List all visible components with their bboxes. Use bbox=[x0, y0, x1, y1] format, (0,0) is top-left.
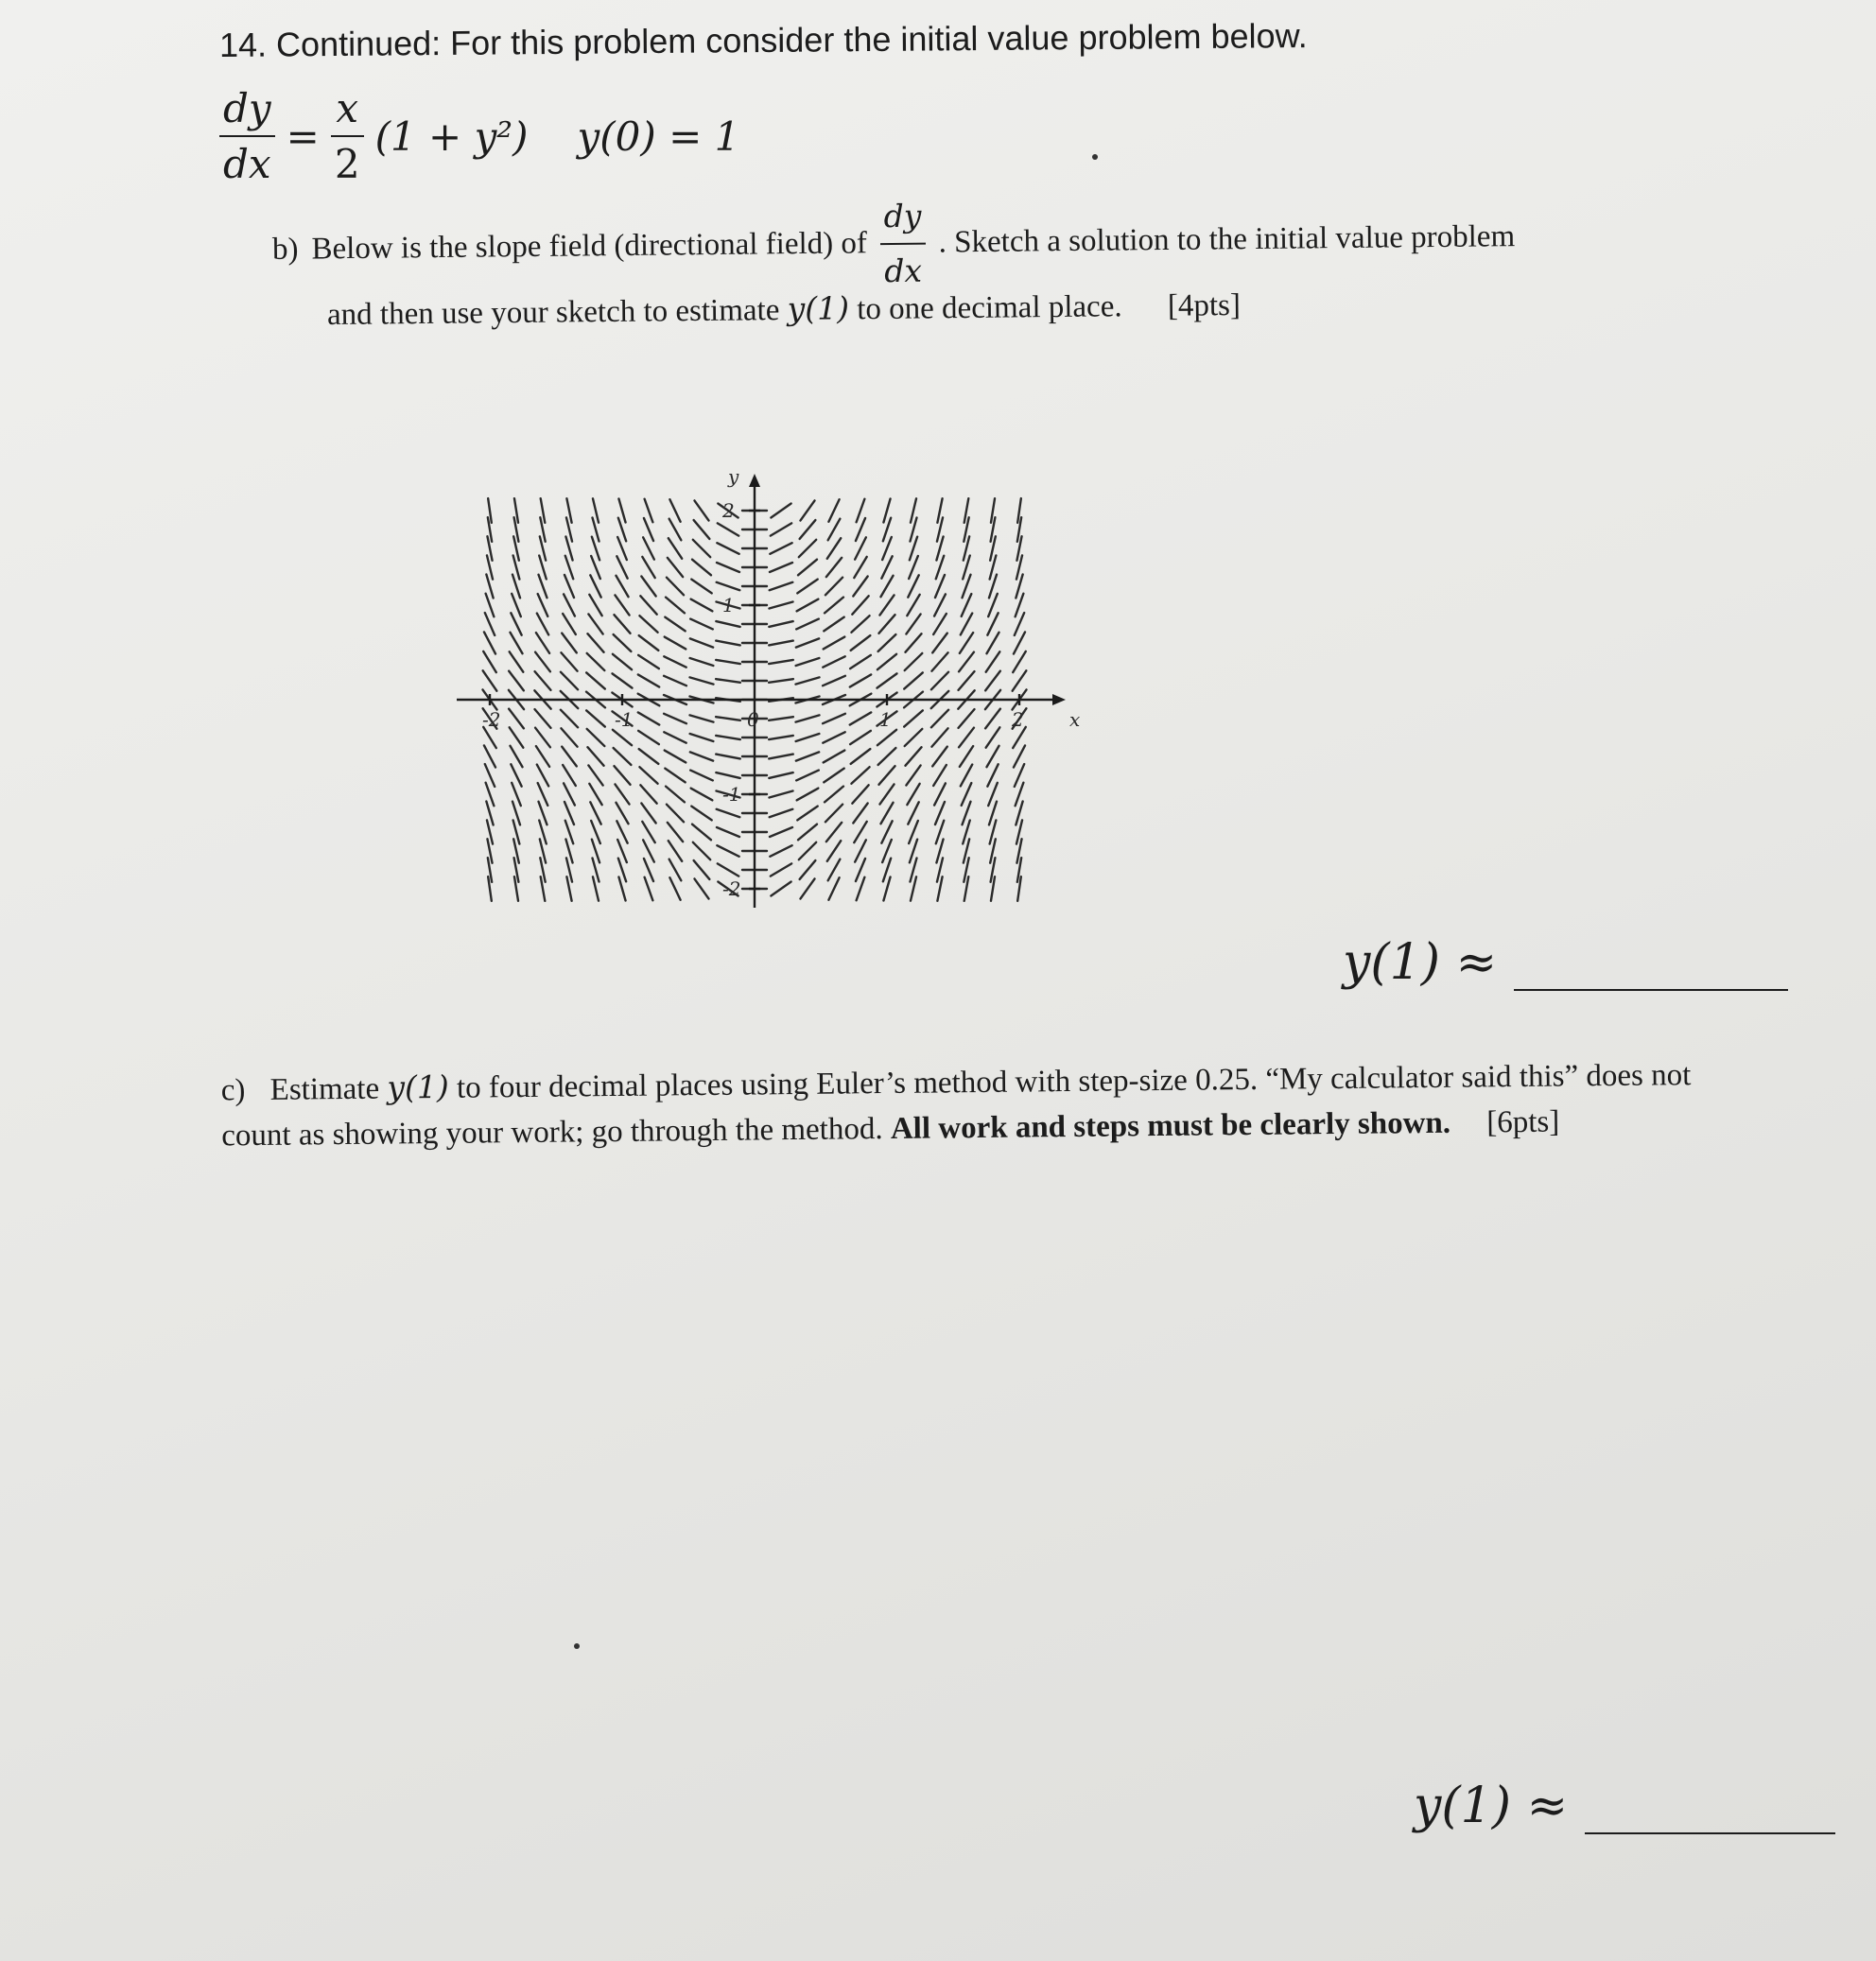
derivative-fraction bbox=[219, 85, 275, 187]
slope-segment bbox=[690, 638, 713, 647]
slope-segment bbox=[639, 749, 659, 764]
slope-segment bbox=[883, 877, 890, 901]
slope-segment bbox=[690, 715, 714, 721]
slope-segment bbox=[718, 523, 738, 535]
slope-segment bbox=[716, 621, 739, 627]
slope-segment bbox=[878, 615, 895, 633]
slope-segment bbox=[690, 658, 714, 666]
slope-segment bbox=[796, 638, 819, 647]
slope-segment bbox=[800, 878, 814, 898]
slope-segment bbox=[931, 728, 947, 747]
slope-segment bbox=[614, 634, 632, 651]
slope-segment bbox=[693, 842, 710, 859]
slope-segment bbox=[827, 841, 841, 861]
slope-segment bbox=[825, 787, 843, 803]
y-tick-label: 2 bbox=[722, 499, 735, 522]
slope-segment bbox=[614, 615, 630, 633]
slope-segment bbox=[717, 809, 740, 817]
slope-segment bbox=[717, 582, 740, 590]
slope-segment bbox=[639, 635, 659, 651]
slope-segment bbox=[666, 598, 685, 614]
slope-segment bbox=[796, 658, 820, 666]
slope-segment bbox=[986, 727, 1000, 747]
slope-segment bbox=[904, 710, 923, 726]
slope-segment bbox=[879, 595, 894, 615]
slope-segment bbox=[799, 842, 816, 859]
slope-segment bbox=[985, 709, 1000, 729]
slope-segment bbox=[716, 736, 740, 739]
slope-segment bbox=[638, 674, 659, 686]
slope-segment bbox=[642, 822, 654, 842]
slope-segment bbox=[690, 771, 713, 781]
slope-segment bbox=[666, 787, 685, 803]
slope-segment bbox=[664, 714, 686, 723]
slope-segment bbox=[717, 563, 739, 572]
answer-c-label: y(1) ≈ bbox=[1414, 1778, 1569, 1834]
part-c-bold: All work and steps must be clearly shown. bbox=[890, 1105, 1451, 1146]
part-c-points: [6pts] bbox=[1486, 1104, 1560, 1140]
slope-segment bbox=[692, 560, 711, 576]
slope-segment bbox=[796, 771, 819, 781]
slope-segment bbox=[563, 614, 576, 634]
slope-segment bbox=[797, 807, 817, 821]
slope-segment bbox=[694, 520, 710, 539]
slope-segment bbox=[588, 614, 602, 633]
slope-segment bbox=[823, 676, 845, 685]
rhs-fraction bbox=[331, 85, 364, 187]
slope-segment bbox=[769, 641, 793, 646]
slope-segment bbox=[639, 616, 657, 633]
slope-segment bbox=[959, 652, 974, 672]
slope-segment bbox=[986, 651, 1000, 671]
slope-segment bbox=[613, 730, 632, 745]
slope-segment bbox=[509, 709, 524, 729]
slope-segment bbox=[932, 747, 947, 767]
slope-segment bbox=[770, 563, 792, 572]
slope-segment bbox=[851, 616, 869, 633]
slope-segment bbox=[826, 558, 842, 577]
answer-c bbox=[1414, 1778, 1835, 1834]
slope-segment bbox=[665, 637, 686, 650]
slope-segment bbox=[586, 672, 605, 688]
slope-segment bbox=[561, 728, 577, 747]
slope-segment bbox=[905, 653, 923, 670]
slope-segment bbox=[640, 785, 656, 803]
slope-segment bbox=[669, 538, 682, 559]
slope-segment bbox=[690, 677, 714, 684]
y-axis-arrow bbox=[749, 474, 760, 487]
slope-segment bbox=[535, 709, 551, 728]
slope-segment bbox=[618, 499, 625, 523]
x-tick-label: 1 bbox=[879, 708, 892, 731]
x-tick-label: -1 bbox=[615, 708, 634, 731]
slope-segment bbox=[800, 520, 816, 539]
part-b-frac-den: dx bbox=[884, 252, 923, 289]
x-tick-label: -2 bbox=[482, 708, 501, 731]
slope-segment bbox=[796, 752, 819, 760]
slope-segment bbox=[851, 635, 871, 651]
slope-segment bbox=[716, 660, 740, 664]
slope-segment bbox=[877, 730, 896, 745]
slope-segment bbox=[931, 652, 947, 671]
slope-segment bbox=[877, 673, 896, 687]
slope-segment bbox=[906, 765, 920, 785]
part-b-line2-a: and then use your sketch to estimate bbox=[326, 293, 780, 333]
slope-segment bbox=[796, 619, 819, 630]
part-c-text1: Estimate bbox=[269, 1071, 380, 1107]
part-b-text1: Below is the slope field (directional field) of bbox=[311, 226, 868, 267]
slope-segment bbox=[664, 676, 686, 685]
slope-segment bbox=[615, 595, 629, 615]
slope-segment bbox=[769, 621, 792, 627]
slope-segment bbox=[587, 729, 605, 746]
slope-segment bbox=[561, 672, 578, 690]
slope-segment bbox=[639, 767, 657, 784]
slope-segment bbox=[587, 653, 605, 670]
slope-segment bbox=[800, 860, 816, 879]
slope-segment bbox=[850, 655, 871, 668]
slope-segment bbox=[668, 558, 683, 577]
part-c-math: y(1) bbox=[387, 1067, 449, 1106]
slope-segment bbox=[535, 728, 550, 748]
slope-segment bbox=[932, 633, 947, 653]
slope-segment bbox=[694, 860, 710, 879]
slope-segment bbox=[852, 785, 868, 803]
slope-segment bbox=[587, 747, 603, 766]
slope-segment bbox=[562, 633, 577, 653]
part-b-line2-b: to one decimal place. bbox=[857, 289, 1122, 327]
y-tick-label: -1 bbox=[722, 783, 741, 806]
slope-segment bbox=[770, 809, 793, 817]
slope-segment bbox=[690, 619, 713, 630]
slope-segment bbox=[645, 499, 653, 522]
slope-segment bbox=[770, 845, 791, 857]
slope-segment bbox=[667, 805, 684, 823]
slope-segment bbox=[770, 543, 791, 554]
slope-segment bbox=[665, 751, 686, 763]
slope-segment bbox=[850, 712, 871, 724]
slope-segment bbox=[823, 714, 845, 723]
slope-segment bbox=[716, 717, 740, 720]
slope-segment bbox=[828, 877, 839, 899]
slope-segment bbox=[769, 736, 793, 739]
slope-segment bbox=[691, 599, 713, 612]
slope-segment bbox=[717, 845, 738, 857]
slope-segment bbox=[797, 599, 819, 612]
y-tick-label: -2 bbox=[722, 877, 741, 900]
slope-segment bbox=[799, 540, 816, 557]
part-b-line2 bbox=[327, 282, 1241, 338]
slope-segment bbox=[771, 863, 791, 876]
slope-segment bbox=[771, 882, 790, 896]
slope-segment bbox=[561, 710, 578, 728]
slope-segment bbox=[960, 633, 973, 653]
slope-segment bbox=[641, 577, 655, 597]
slope-segment bbox=[824, 769, 843, 783]
slope-segment bbox=[667, 578, 684, 596]
slope-segment bbox=[483, 670, 497, 690]
slope-segment bbox=[588, 765, 602, 785]
slope-segment bbox=[905, 747, 921, 766]
slope-segment bbox=[905, 633, 921, 652]
slope-segment bbox=[615, 784, 629, 804]
answer-b bbox=[1343, 934, 1788, 991]
rhs-denominator: 2 bbox=[334, 141, 360, 187]
slope-segment bbox=[933, 614, 947, 634]
part-b-text2: . Sketch a solution to the initial value problem bbox=[938, 219, 1516, 260]
equals-sign: = bbox=[286, 113, 320, 160]
slope-segment bbox=[641, 804, 655, 824]
slope-segment bbox=[959, 728, 974, 748]
slope-segment bbox=[854, 557, 866, 578]
derivative-numerator: dy bbox=[223, 85, 271, 131]
slope-segment bbox=[536, 633, 549, 653]
slope-segment bbox=[1013, 651, 1026, 672]
slope-segment bbox=[716, 772, 739, 778]
slope-segment bbox=[638, 655, 659, 668]
slope-segment bbox=[718, 863, 738, 876]
rhs-factor: (1 + y²) bbox=[374, 113, 529, 160]
slope-segment bbox=[824, 637, 845, 650]
pencil-dot bbox=[1092, 154, 1098, 160]
slope-segment bbox=[857, 877, 865, 900]
slope-segment bbox=[878, 766, 895, 785]
slope-segment bbox=[665, 617, 685, 632]
slope-segment bbox=[798, 560, 817, 576]
slope-segment bbox=[825, 805, 842, 823]
slope-segment bbox=[960, 746, 973, 767]
slope-segment bbox=[985, 671, 1000, 691]
slope-segment bbox=[1013, 670, 1027, 690]
x-axis-arrow bbox=[1052, 694, 1066, 705]
derivative-denominator: dx bbox=[223, 141, 271, 187]
slope-segment bbox=[770, 827, 792, 837]
ivp-equation bbox=[219, 85, 739, 187]
slope-segment bbox=[563, 765, 576, 786]
slope-segment bbox=[638, 731, 659, 744]
slope-segment bbox=[827, 538, 841, 559]
slope-segment bbox=[691, 789, 713, 801]
slope-segment bbox=[850, 674, 871, 686]
slope-segment bbox=[669, 499, 680, 521]
slope-segment bbox=[536, 746, 549, 767]
rhs-numerator: x bbox=[336, 85, 359, 131]
slope-segment bbox=[694, 500, 708, 520]
slope-segment bbox=[959, 671, 975, 690]
slope-segment bbox=[612, 673, 632, 687]
slope-segment bbox=[665, 769, 685, 783]
slope-segment bbox=[716, 679, 740, 683]
slope-segment bbox=[800, 500, 814, 520]
slope-segment bbox=[769, 790, 792, 797]
slope-segment bbox=[664, 732, 686, 742]
slope-segment bbox=[691, 580, 711, 594]
slope-segment bbox=[645, 877, 653, 900]
x-axis-label: x bbox=[1069, 708, 1081, 731]
slope-segment bbox=[642, 557, 654, 578]
slope-segment bbox=[668, 823, 683, 842]
slope-segment bbox=[691, 807, 711, 821]
slope-segment bbox=[638, 712, 659, 724]
y-axis-label: y bbox=[728, 465, 739, 488]
slope-segment bbox=[905, 729, 923, 746]
slope-segment bbox=[904, 672, 923, 688]
answer-b-label: y(1) ≈ bbox=[1343, 934, 1498, 991]
slope-segment bbox=[769, 772, 792, 778]
slope-segment bbox=[587, 633, 603, 652]
slope-segment bbox=[933, 765, 947, 786]
slope-segment bbox=[797, 789, 819, 801]
slope-segment bbox=[769, 717, 793, 720]
slope-segment bbox=[664, 656, 686, 667]
y-tick-label: 1 bbox=[722, 594, 735, 616]
slope-segment bbox=[853, 577, 867, 597]
part-b-line1 bbox=[271, 187, 1515, 300]
x-tick-label: 2 bbox=[1012, 708, 1024, 731]
slope-segment bbox=[692, 824, 711, 841]
answer-b-blank[interactable] bbox=[1514, 951, 1788, 991]
slope-segment bbox=[825, 598, 843, 614]
slope-segment bbox=[852, 596, 868, 614]
answer-c-blank[interactable] bbox=[1585, 1795, 1835, 1834]
slope-segment bbox=[796, 677, 820, 684]
part-b-fraction bbox=[879, 194, 926, 294]
slope-segment bbox=[769, 679, 793, 683]
slope-field-plot bbox=[454, 378, 1097, 1002]
slope-segment bbox=[879, 784, 894, 804]
slope-segment bbox=[931, 672, 948, 690]
slope-segment bbox=[618, 877, 625, 901]
part-b-frac-num: dy bbox=[883, 197, 922, 235]
slope-segment bbox=[535, 671, 551, 690]
slope-segment bbox=[586, 710, 605, 726]
part-b-points: [4pts] bbox=[1167, 287, 1242, 323]
slope-segment bbox=[509, 671, 524, 691]
slope-segment bbox=[771, 504, 790, 518]
initial-condition: y(0) = 1 bbox=[577, 113, 740, 160]
slope-segment bbox=[828, 499, 839, 521]
slope-segment bbox=[694, 878, 708, 898]
slope-segment bbox=[562, 747, 577, 767]
slope-segment bbox=[826, 823, 842, 842]
slope-segment bbox=[510, 727, 524, 747]
slope-segment bbox=[797, 580, 817, 594]
slope-segment bbox=[931, 710, 948, 728]
pencil-dot bbox=[574, 1643, 580, 1649]
slope-segment bbox=[959, 709, 975, 728]
part-b-line2-math: y(1) bbox=[787, 289, 850, 327]
part-b-label: b) bbox=[271, 232, 299, 267]
slope-segment bbox=[640, 596, 656, 614]
slope-segment bbox=[906, 614, 920, 633]
slope-segment bbox=[796, 715, 820, 721]
slope-segment bbox=[851, 749, 871, 764]
slope-segment bbox=[857, 499, 865, 522]
slope-segment bbox=[825, 578, 842, 596]
slope-segment bbox=[690, 752, 713, 760]
slope-segment bbox=[535, 652, 550, 672]
slope-segment bbox=[613, 654, 632, 669]
slope-segment bbox=[717, 827, 739, 837]
slope-segment bbox=[824, 617, 843, 632]
slope-segment bbox=[878, 748, 896, 765]
slope-segment bbox=[850, 731, 871, 744]
slope-segment bbox=[769, 755, 793, 759]
slope-segment bbox=[823, 656, 844, 667]
slope-segment bbox=[693, 540, 710, 557]
slope-segment bbox=[851, 767, 869, 784]
slope-segment bbox=[770, 582, 793, 590]
slope-segment bbox=[510, 651, 524, 671]
slope-segment bbox=[854, 822, 866, 842]
slope-segment bbox=[690, 734, 714, 741]
slope-segment bbox=[561, 652, 577, 671]
slope-segment bbox=[669, 841, 682, 861]
slope-segment bbox=[883, 499, 890, 523]
slope-segment bbox=[771, 523, 791, 535]
slope-segment bbox=[798, 824, 817, 841]
slope-segment bbox=[824, 751, 845, 763]
slope-segment bbox=[796, 734, 820, 741]
slope-segment bbox=[823, 732, 844, 742]
slope-segment bbox=[878, 634, 896, 651]
part-c-text2: to four decimal places using Euler’s method with step-size 0.25. “My calculator said this” does not count as showing your work; go through the method. bbox=[221, 1058, 1692, 1154]
slope-segment bbox=[717, 543, 738, 554]
slope-segment bbox=[716, 641, 740, 646]
x-tick-label: 0 bbox=[747, 708, 759, 731]
slope-segment bbox=[669, 877, 680, 899]
slope-segment bbox=[877, 654, 896, 669]
problem-heading: 14. Continued: For this problem consider the initial value problem below. bbox=[218, 15, 1308, 65]
slope-segment bbox=[614, 748, 632, 765]
part-c-label: c) bbox=[220, 1073, 246, 1108]
slope-segment bbox=[769, 660, 793, 664]
slope-segment bbox=[769, 601, 792, 608]
slope-segment bbox=[614, 766, 630, 785]
part-c bbox=[221, 1051, 1735, 1159]
slope-segment bbox=[483, 651, 496, 672]
slope-segment bbox=[716, 755, 740, 759]
slope-segment bbox=[853, 804, 867, 824]
